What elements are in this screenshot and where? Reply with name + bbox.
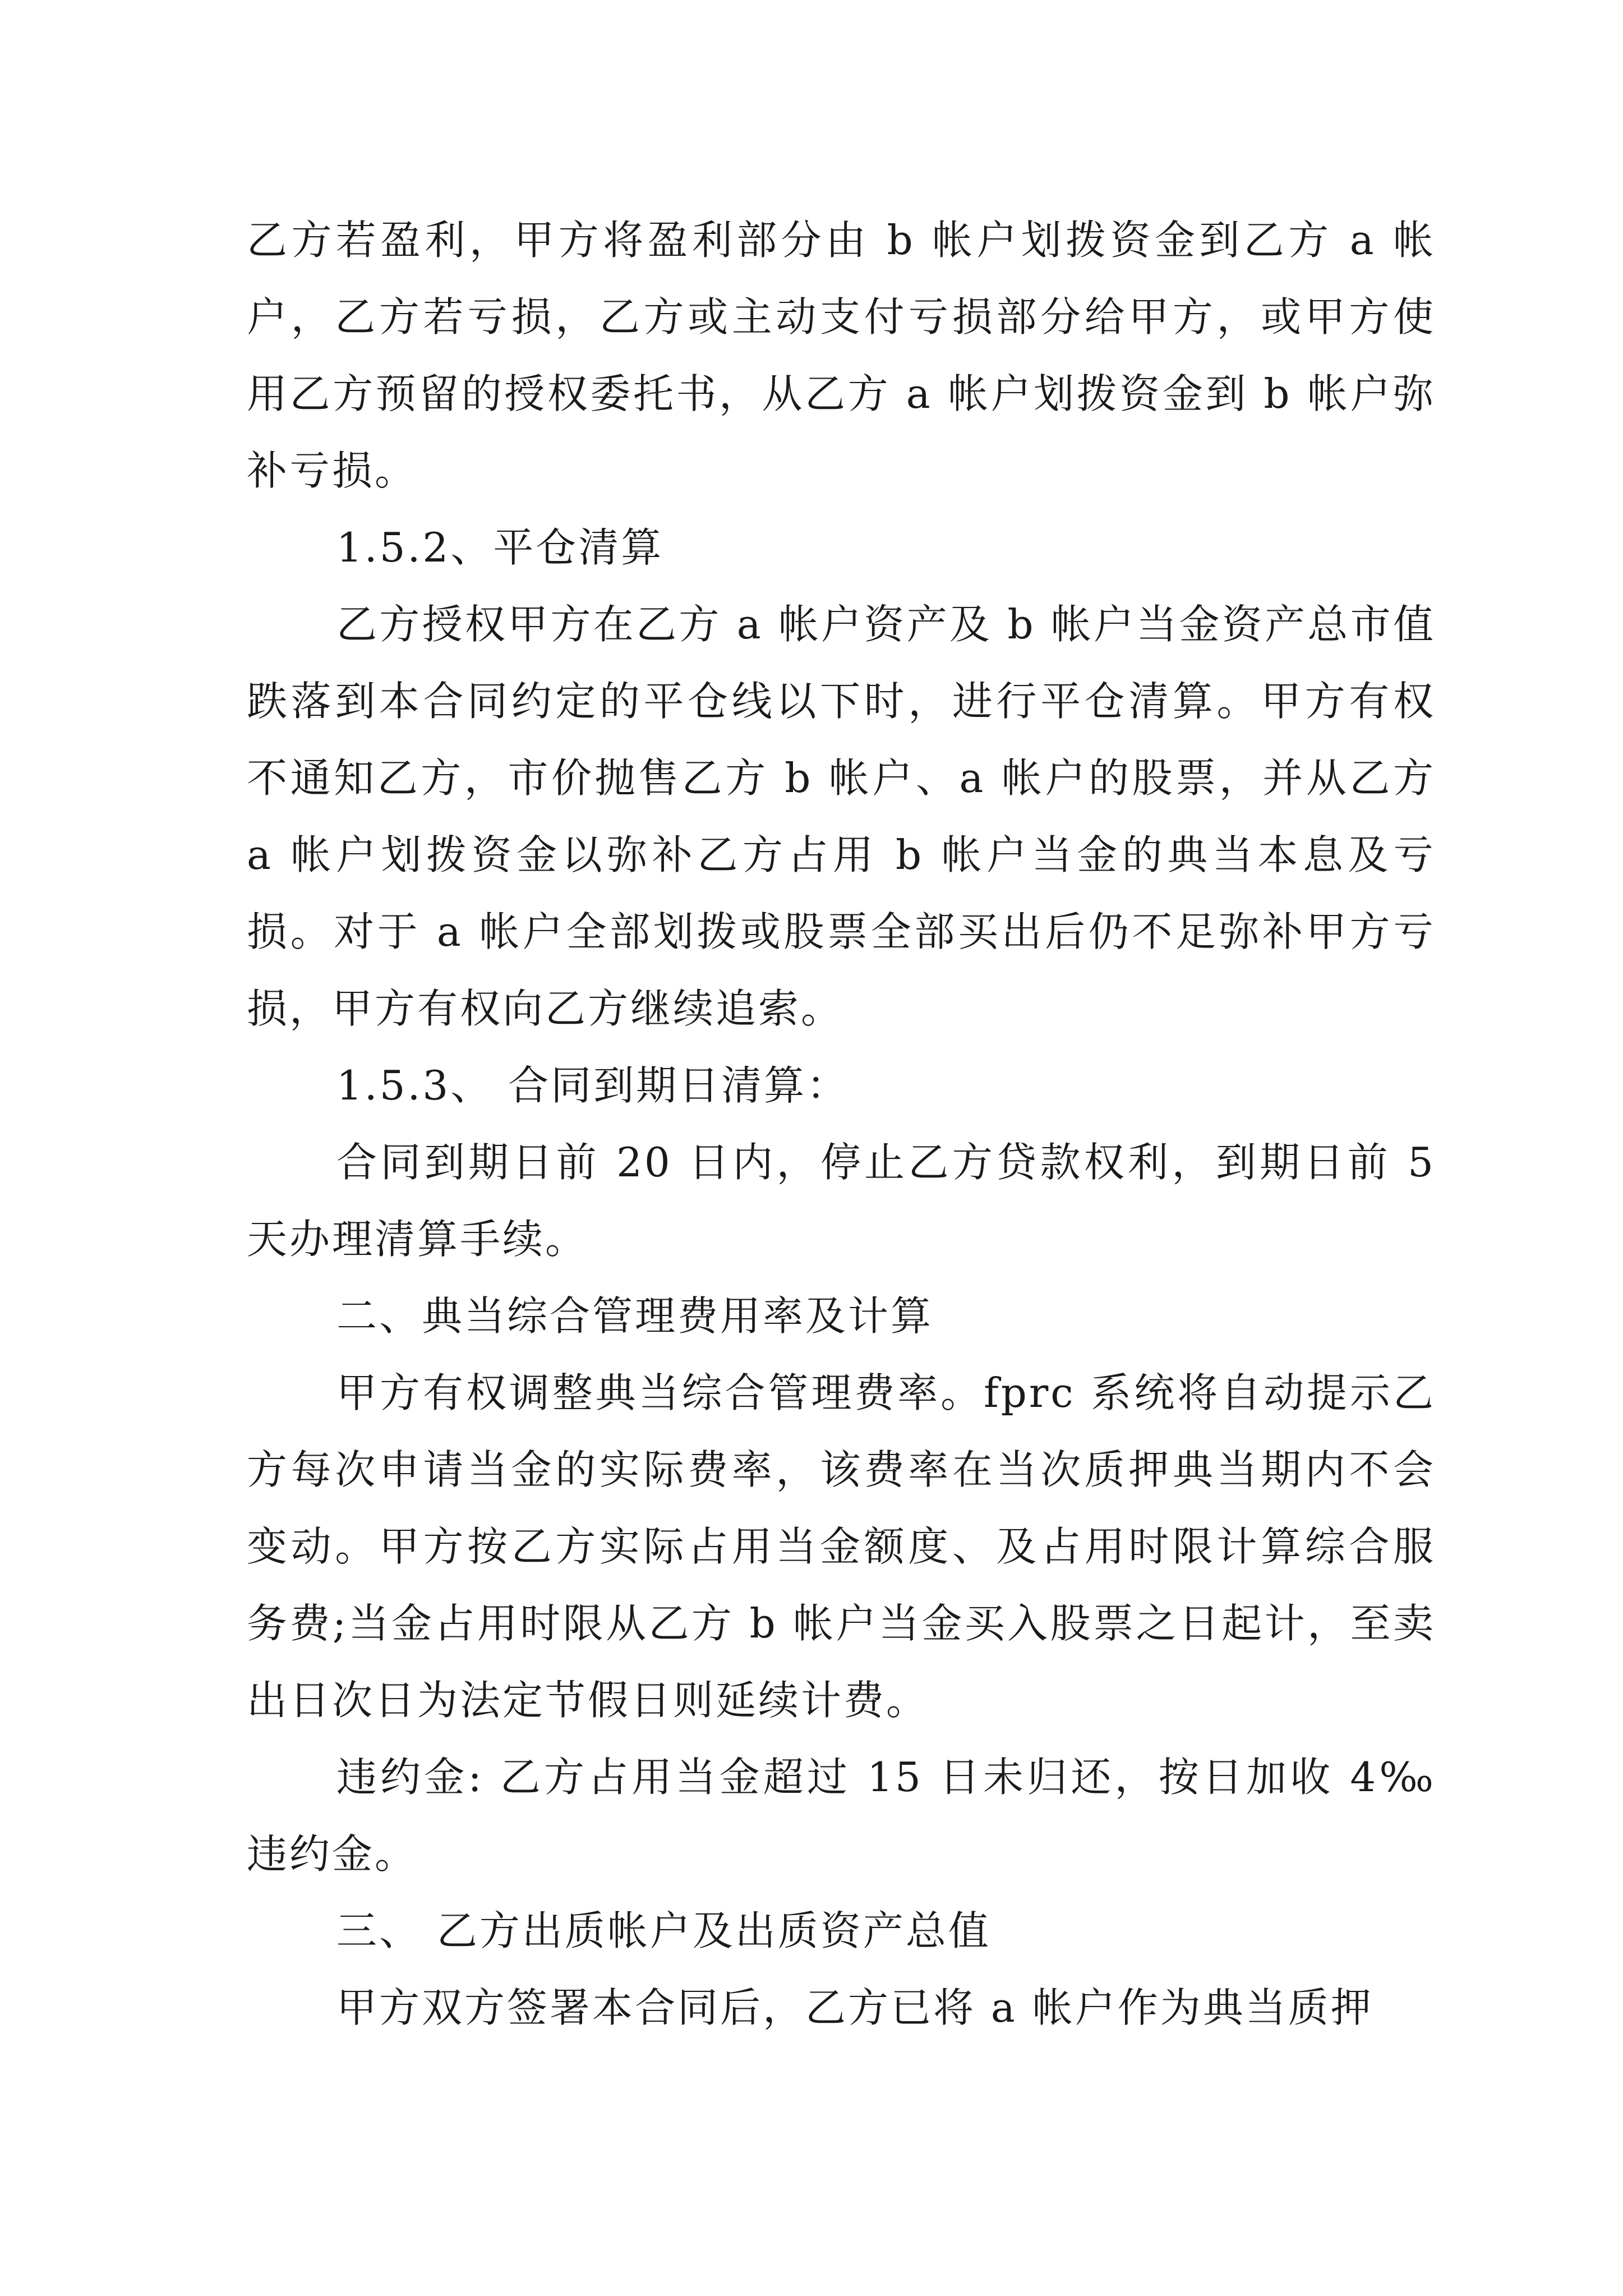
heading-liquidation: 1.5.2、平仓清算 [336, 524, 664, 571]
paragraph-fee-rate: 甲方有权调整典当综合管理费率。fprc 系统将自动提示乙方每次申请当金的实际费率，该费率在当次质押典当期内不会变动。甲方按乙方实际占用当金额度、及占用时限计算综合服务费;当金占用时限从乙方 b 帐户当金买入股票之日起计，至卖出日次日为法定节假日则延续计费。 [247, 1369, 1436, 1724]
heading-pledged-account: 三、 乙方出质帐户及出质资产总值 [336, 1907, 991, 1954]
paragraph-settlement-profit-loss: 乙方若盈利，甲方将盈利部分由 b 帐户划拨资金到乙方 a 帐户，乙方若亏损，乙方或主动支付亏损部分给甲方，或甲方使用乙方预留的授权委托书，从乙方 a 帐户划拨资金到 b 帐户弥补亏损。 [247, 217, 1436, 494]
heading-fee-rate: 二、典当综合管理费用率及计算 [336, 1292, 934, 1340]
document-body [247, 202, 1436, 2046]
heading-maturity-settlement: 1.5.3、 合同到期日清算： [336, 1062, 850, 1109]
paragraph-pledged-account: 甲方双方签署本合同后，乙方已将 a 帐户作为典当质押 [336, 1984, 1373, 2031]
paragraph-penalty: 违约金: 乙方占用当金超过 15 日未归还，按日加收 4‰违约金。 [247, 1754, 1436, 1878]
paragraph-liquidation: 乙方授权甲方在乙方 a 帐户资产及 b 帐户当金资产总市值跌落到本合同约定的平仓线以下时，进行平仓清算。甲方有权不通知乙方，市价抛售乙方 b 帐户、a 帐户的股票，并从乙方 a 帐户划拨资金以弥补乙方占用 b 帐户当金的典当本息及亏损。对于 a 帐户全部划拨或股票全部买出后仍不足弥补甲方亏损，甲方有权向乙方继续追索。 [247, 601, 1436, 1032]
paragraph-maturity-settlement: 合同到期日前 20 日内，停止乙方贷款权利，到期日前 5 天办理清算手续。 [247, 1139, 1436, 1263]
